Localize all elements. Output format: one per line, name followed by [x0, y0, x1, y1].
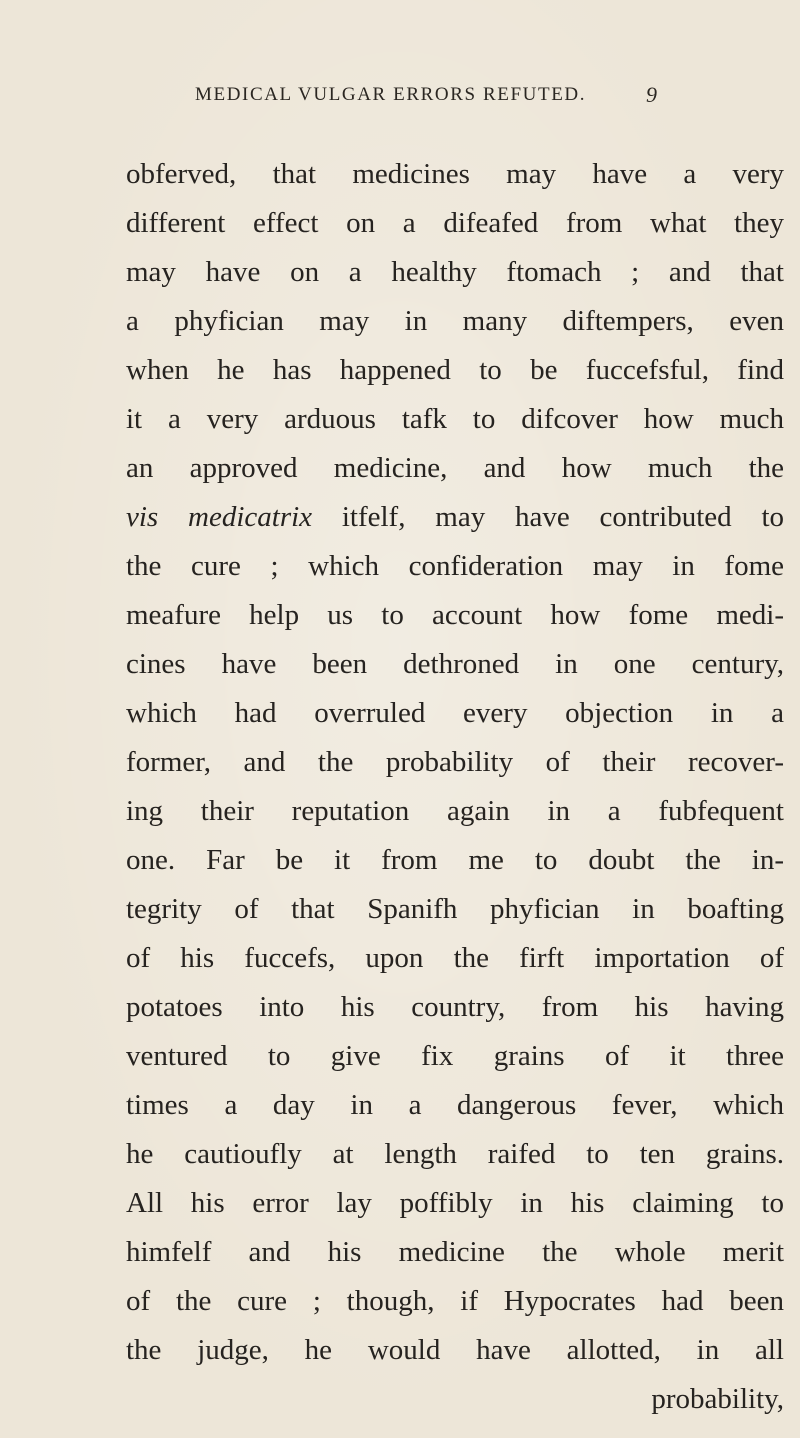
text-line: All his error lay poffibly in his claiming to — [126, 1187, 784, 1219]
text-line: times a day in a dangerous fever, which — [126, 1089, 784, 1121]
text-line: the cure ; which confideration may in fome — [126, 550, 784, 582]
text-line: cines have been dethroned in one century, — [126, 648, 784, 680]
catchword-line: probability, — [651, 1383, 784, 1415]
running-header — [0, 84, 800, 114]
text-line: which had overruled every objection in a — [126, 697, 784, 729]
text-line: meafure help us to account how fome medi- — [126, 599, 784, 631]
text-line: of his fuccefs, upon the firft importation of — [126, 942, 784, 974]
text-line: an approved medicine, and how much the — [126, 452, 784, 484]
text-line: the judge, he would have allotted, in all — [126, 1334, 784, 1366]
text-line: himfelf and his medicine the whole merit — [126, 1236, 784, 1268]
text-line-with-italic — [126, 495, 784, 539]
page-number: 9 — [646, 82, 657, 107]
text-line: one. Far be it from me to doubt the in- — [126, 844, 784, 876]
text-line: tegrity of that Spanifh phyfician in boafting — [126, 893, 784, 925]
text-line: it a very arduous tafk to difcover how much — [126, 403, 784, 435]
text-line: when he has happened to be fuccefsful, find — [126, 354, 784, 386]
text-line-rest: itfelf, may have contributed to — [341, 501, 784, 533]
text-line: potatoes into his country, from his having — [126, 991, 784, 1023]
text-line: different effect on a difeafed from what they — [126, 207, 784, 239]
text-line: he cautioufly at length raifed to ten grains. — [126, 1138, 784, 1170]
text-line: of the cure ; though, if Hypocrates had been — [126, 1285, 784, 1317]
text-line: a phyfician may in many diftempers, even — [126, 305, 784, 337]
text-line: ing their reputation again in a fubfequent — [126, 795, 784, 827]
running-title: MEDICAL VULGAR ERRORS REFUTED. — [195, 84, 587, 105]
text-line: obferved, that medicines may have a very — [126, 158, 784, 190]
text-line: may have on a healthy ftomach ; and that — [126, 256, 784, 288]
italic-phrase: vis medicatrix — [126, 501, 313, 533]
text-line: former, and the probability of their recover- — [126, 746, 784, 778]
text-line: ventured to give fix grains of it three — [126, 1040, 784, 1072]
